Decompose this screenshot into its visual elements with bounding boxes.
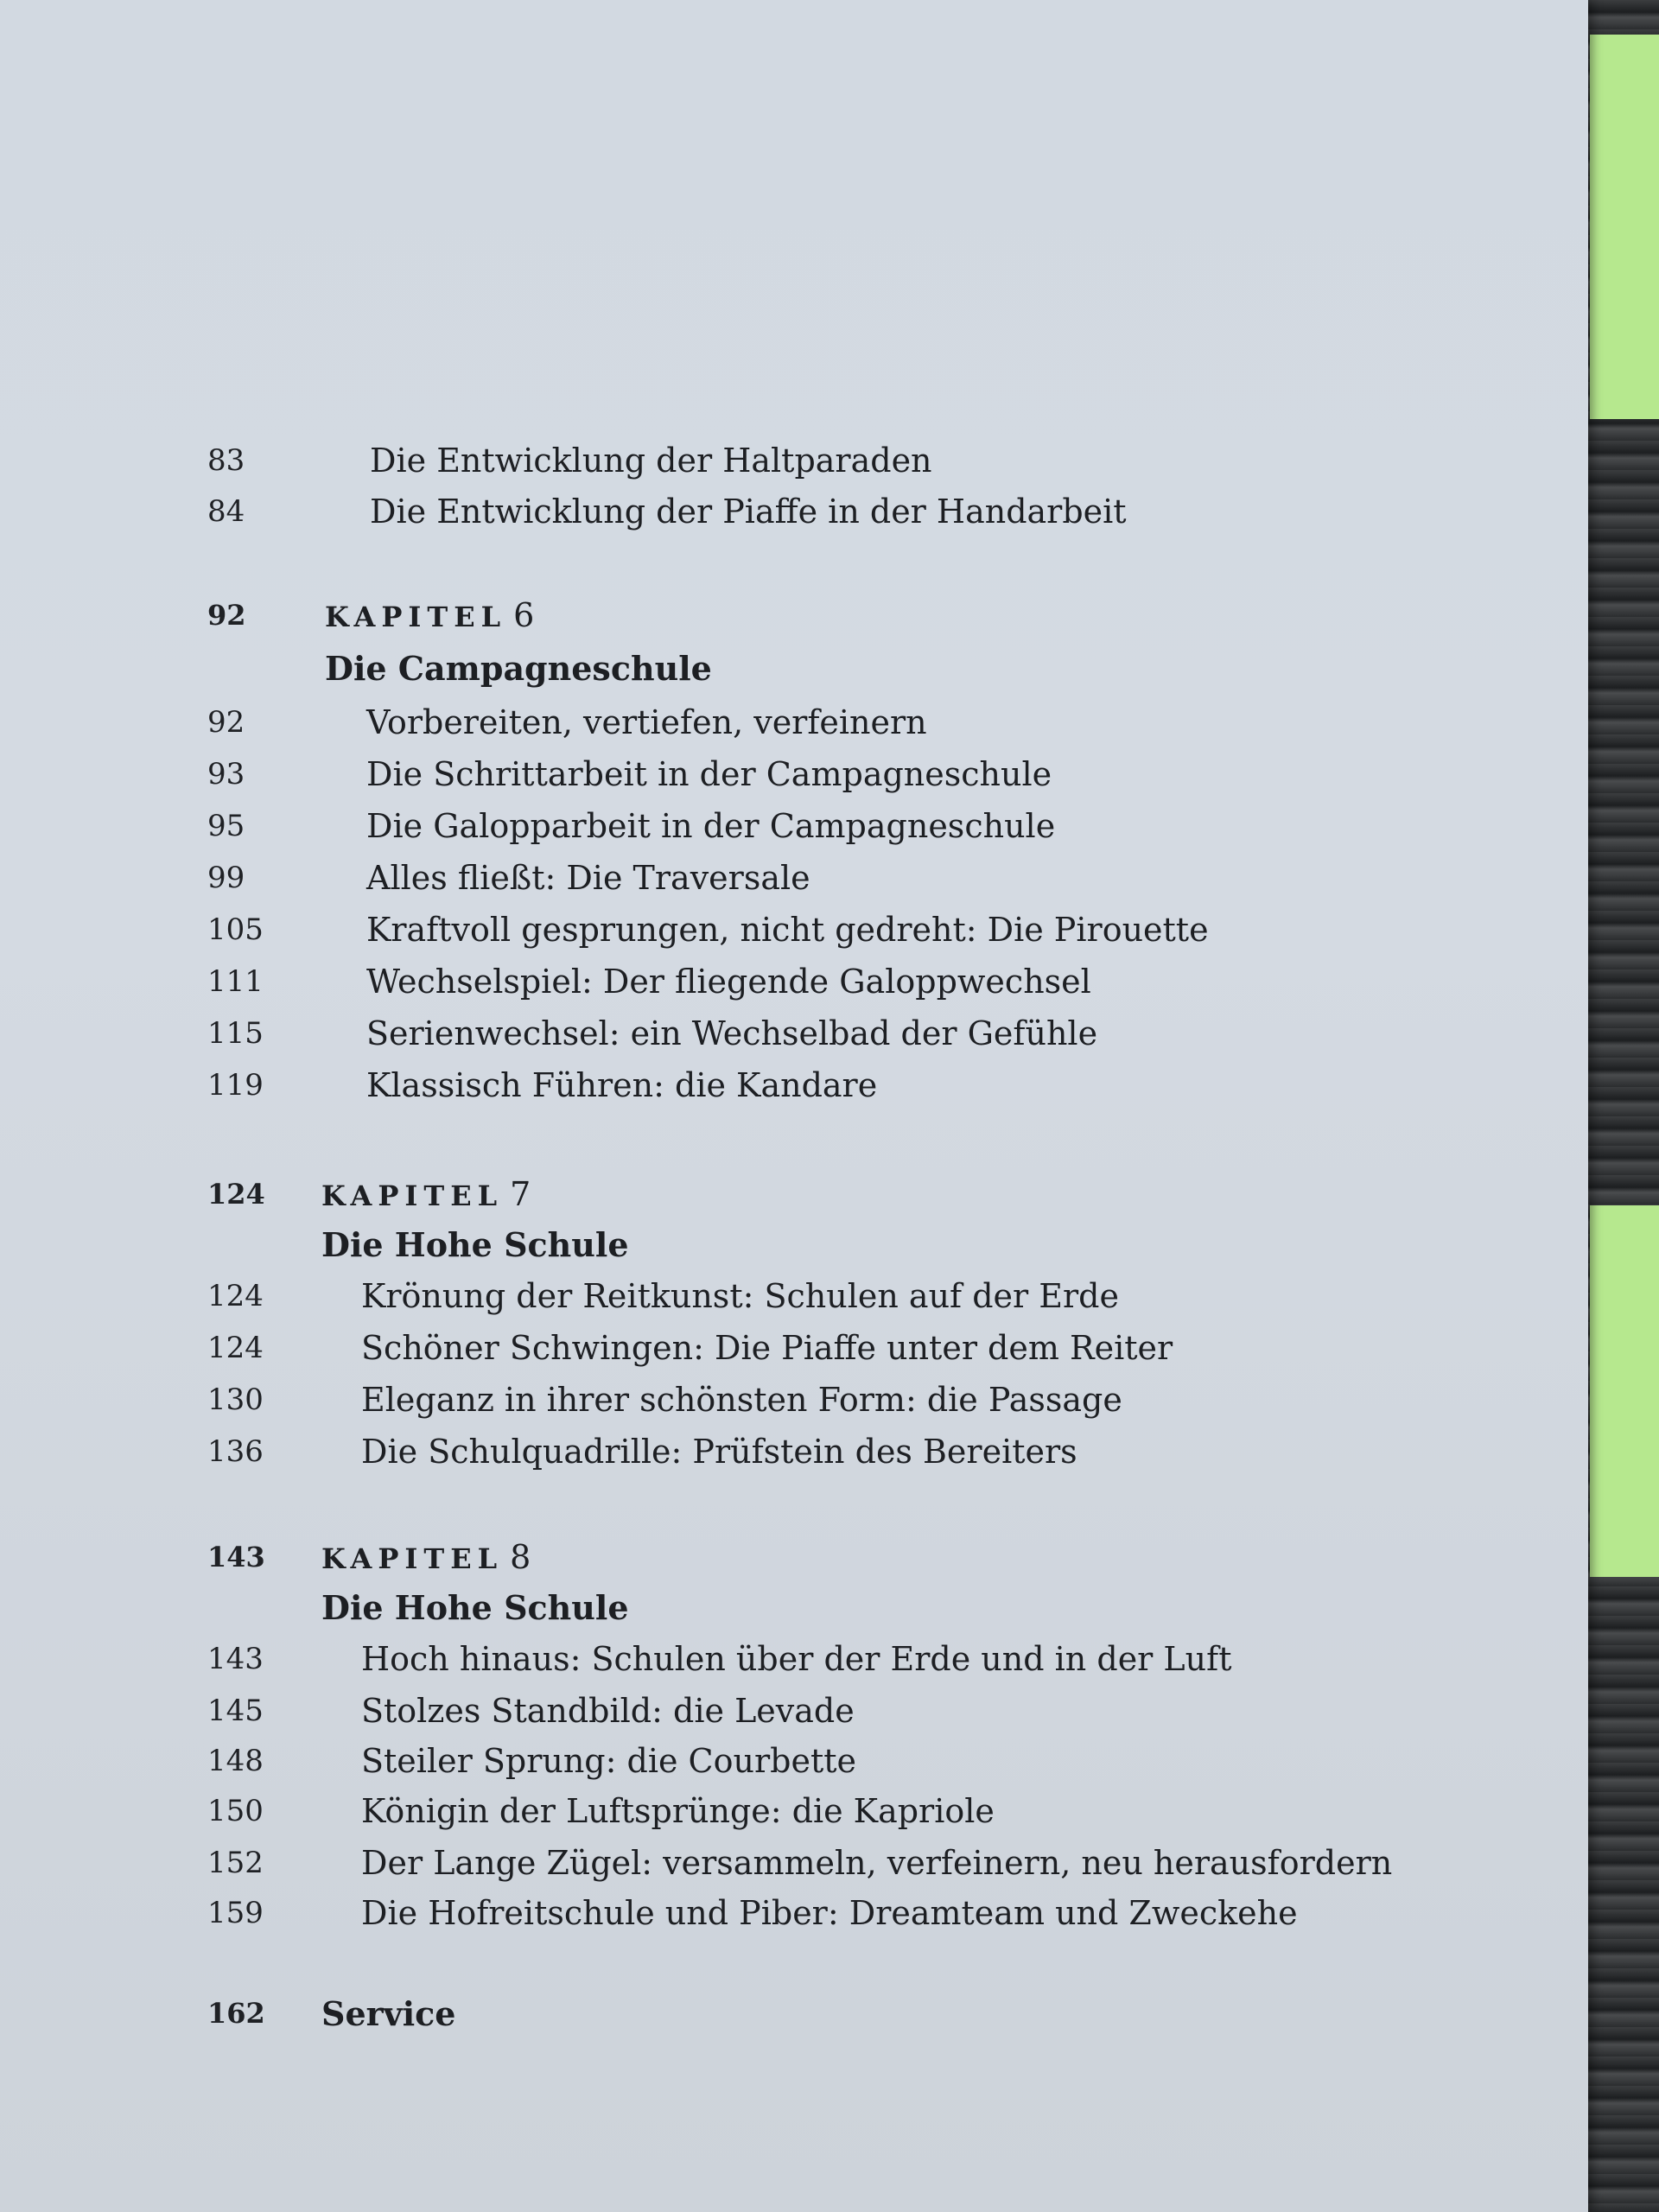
toc-entry-title: Wechselspiel: Der fliegende Galoppwechsel [366, 963, 1091, 1001]
sticky-note-tab [1590, 1205, 1659, 1577]
toc-page-number: 95 [207, 809, 245, 843]
toc-entry-title: Stolzes Standbild: die Levade [361, 1692, 855, 1730]
toc-entry-title: Steiler Sprung: die Courbette [361, 1742, 856, 1780]
toc-page-number: 150 [207, 1794, 264, 1828]
toc-page-number: 152 [207, 1846, 264, 1880]
toc-page-number: 92 [207, 705, 245, 740]
toc-page-number: 124 [207, 1279, 264, 1313]
toc-entry-title: Schöner Schwingen: Die Piaffe unter dem Reiter [361, 1329, 1173, 1367]
toc-page-number: 119 [207, 1068, 264, 1103]
toc-page-number: 162 [207, 1997, 265, 2030]
toc-entry-title: Hoch hinaus: Schulen über der Erde und in der Luft [361, 1640, 1232, 1678]
toc-page-number: 145 [207, 1694, 264, 1728]
toc-entry-title: Die Entwicklung der Piaffe in der Handarbeit [370, 493, 1127, 531]
toc-page-number: 84 [207, 494, 245, 529]
chapter-title: Die Hohe Schule [321, 1587, 629, 1627]
toc-entry-title: Der Lange Zügel: versammeln, verfeinern, neu herausfordern [361, 1844, 1393, 1882]
toc-entry-title: Krönung der Reitkunst: Schulen auf der Erde [361, 1277, 1119, 1315]
toc-entry-title: Alles fließt: Die Traversale [366, 859, 810, 897]
toc-page-number: 148 [207, 1744, 264, 1778]
chapter-page-number: 124 [207, 1178, 265, 1211]
toc-entry-title: Die Schrittarbeit in der Campagneschule [366, 755, 1052, 793]
chapter-title: Die Campagneschule [325, 648, 712, 688]
chapter-label: KAPITEL 8 [321, 1538, 531, 1576]
chapter-label: KAPITEL 7 [321, 1175, 531, 1213]
chapter-label: KAPITEL 6 [325, 596, 535, 634]
chapter-page-number: 92 [207, 599, 246, 632]
toc-page-number: 136 [207, 1434, 264, 1469]
toc-page-number: 93 [207, 757, 245, 791]
toc-entry-title: Königin der Luftsprünge: die Kapriole [361, 1792, 995, 1830]
toc-entry-title: Klassisch Führen: die Kandare [366, 1066, 878, 1104]
toc-entry-title: Die Galopparbeit in der Campagneschule [366, 807, 1056, 845]
toc-entry-title: Vorbereiten, vertiefen, verfeinern [366, 703, 927, 741]
toc-page-number: 115 [207, 1016, 264, 1051]
chapter-page-number: 143 [207, 1541, 265, 1573]
toc-page-number: 124 [207, 1331, 264, 1365]
toc-entry-title: Die Entwicklung der Haltparaden [370, 442, 932, 480]
toc-page-number: 83 [207, 443, 245, 478]
toc-entry-title: Eleganz in ihrer schönsten Form: die Passage [361, 1381, 1122, 1419]
toc-page-number: 111 [207, 964, 264, 999]
toc-entry-title: Die Hofreitschule und Piber: Dreamteam und Zweckehe [361, 1894, 1298, 1932]
toc-page-number: 130 [207, 1382, 264, 1417]
toc-page-number: 105 [207, 912, 264, 947]
toc-page-number: 99 [207, 861, 245, 895]
toc-page-number: 159 [207, 1896, 264, 1930]
toc-entry-title: Serienwechsel: ein Wechselbad der Gefühle [366, 1014, 1098, 1052]
chapter-title: Die Hohe Schule [321, 1224, 629, 1264]
toc-entry-title: Kraftvoll gesprungen, nicht gedreht: Die Pirouette [366, 911, 1209, 949]
service-title: Service [321, 1993, 456, 2033]
sticky-note-tab [1590, 35, 1659, 419]
toc-page-number: 143 [207, 1642, 264, 1676]
toc-entry-title: Die Schulquadrille: Prüfstein des Bereiters [361, 1433, 1077, 1471]
